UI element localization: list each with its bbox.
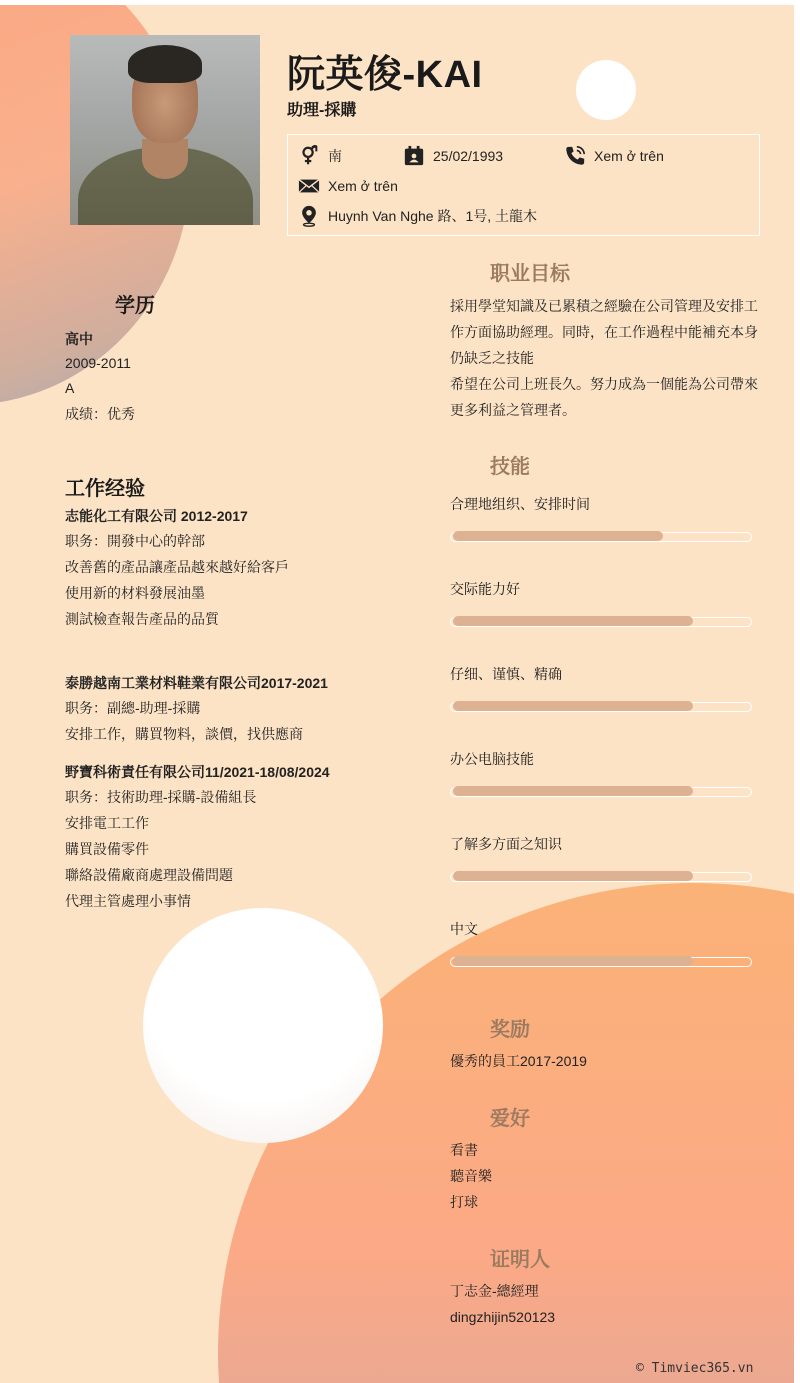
footer-credit[interactable]: © Timviec365.vn	[636, 1361, 754, 1376]
calendar-icon	[403, 145, 425, 167]
awards-title: 奖励	[490, 1019, 530, 1041]
education-title: 学历	[115, 295, 155, 317]
candidate-position: 助理-採購	[287, 102, 357, 119]
job-line: 职务：技術助理-採購-設備組長	[65, 789, 257, 805]
info-gender	[298, 145, 342, 167]
hobby-item: 打球	[450, 1194, 478, 1210]
job-line: 安排工作，購買物料，談價，找供應商	[65, 726, 303, 742]
job-line: 改善舊的產品讓產品越來越好給客戶	[65, 559, 289, 575]
job-line: 使用新的材料發展油墨	[65, 585, 205, 601]
address-value: Huynh Van Nghe 路、1号, 土龍木	[328, 208, 538, 224]
skill-name: 交际能力好	[450, 581, 520, 597]
decor-circle-small	[576, 60, 636, 120]
skill-fill	[453, 786, 693, 796]
job-line: 聯絡設備廠商處理設備問題	[65, 867, 233, 883]
skill-bar	[450, 702, 752, 712]
education-degree: 高中	[65, 331, 93, 347]
experience-title: 工作经验	[65, 478, 145, 500]
job-company: 泰勝越南工業材料鞋業有限公司2017-2021	[65, 675, 328, 691]
objective-line: 採用學堂知識及已累積之經驗在公司管理及安排工	[450, 298, 758, 314]
profile-photo	[70, 35, 260, 225]
skill-bar	[450, 617, 752, 627]
job-line: 安排電工工作	[65, 815, 149, 831]
resume-page	[0, 5, 794, 1383]
education-school: A	[65, 380, 75, 396]
skill-fill	[453, 616, 693, 626]
job-company: 野寶科術責任有限公司11/2021-18/08/2024	[65, 764, 330, 780]
phone-value: Xem ở trên	[594, 148, 664, 164]
hobby-item: 聽音樂	[450, 1168, 492, 1184]
skill-bar	[450, 872, 752, 882]
job-line: 职务：副總-助理-採購	[65, 700, 201, 716]
email-value: Xem ở trên	[328, 178, 398, 194]
job-line: 購買設備零件	[65, 841, 149, 857]
reference-item: dingzhijin520123	[450, 1309, 556, 1325]
objective-line: 仍缺乏之技能	[450, 350, 534, 366]
skill-name: 了解多方面之知识	[450, 836, 562, 852]
birthdate-value: 25/02/1993	[433, 148, 504, 164]
skill-name: 合理地组织、安排时间	[450, 496, 590, 512]
job-line: 职务：開發中心的幹部	[65, 533, 205, 549]
skill-fill	[453, 871, 693, 881]
hobby-item: 看書	[450, 1142, 478, 1158]
contact-info-box	[287, 134, 760, 236]
envelope-icon	[298, 175, 320, 197]
job-line: 測試檢查報告產品的品質	[65, 611, 219, 627]
skill-bar	[450, 787, 752, 797]
education-years: 2009-2011	[65, 355, 131, 371]
objective-line: 更多利益之管理者。	[450, 402, 576, 418]
job-company: 志能化工有限公司 2012-2017	[65, 508, 248, 524]
skill-name: 办公电脑技能	[450, 751, 534, 767]
info-address	[298, 205, 537, 227]
gender-value: 南	[328, 148, 342, 164]
skill-bar	[450, 532, 752, 542]
education-grade: 成绩：优秀	[65, 406, 135, 422]
objective-title: 职业目标	[490, 263, 570, 285]
decor-circle-white	[143, 908, 383, 1143]
job-line: 代理主管處理小事情	[65, 893, 191, 909]
skill-fill	[453, 531, 663, 541]
phone-icon	[564, 145, 586, 167]
gender-icon	[298, 145, 320, 167]
skill-bar	[450, 957, 752, 967]
info-phone	[564, 145, 664, 167]
skill-name: 中文	[450, 921, 478, 937]
objective-line: 希望在公司上班長久。努力成為一個能為公司帶來	[450, 376, 758, 392]
skills-title: 技能	[490, 456, 530, 478]
objective-line: 作方面協助經理。同時，在工作過程中能補充本身	[450, 324, 758, 340]
info-birthdate	[403, 145, 503, 167]
skill-fill	[453, 701, 693, 711]
references-title: 证明人	[490, 1249, 550, 1271]
location-pin-icon	[298, 205, 320, 227]
reference-item: 丁志金-總經理	[450, 1283, 539, 1299]
candidate-name: 阮英俊-KAI	[287, 54, 483, 96]
skill-fill	[453, 956, 693, 966]
award-item: 優秀的員工2017-2019	[450, 1053, 587, 1069]
hobbies-title: 爱好	[490, 1108, 530, 1130]
skill-name: 仔细、谨慎、精确	[450, 666, 562, 682]
info-email	[298, 175, 398, 197]
